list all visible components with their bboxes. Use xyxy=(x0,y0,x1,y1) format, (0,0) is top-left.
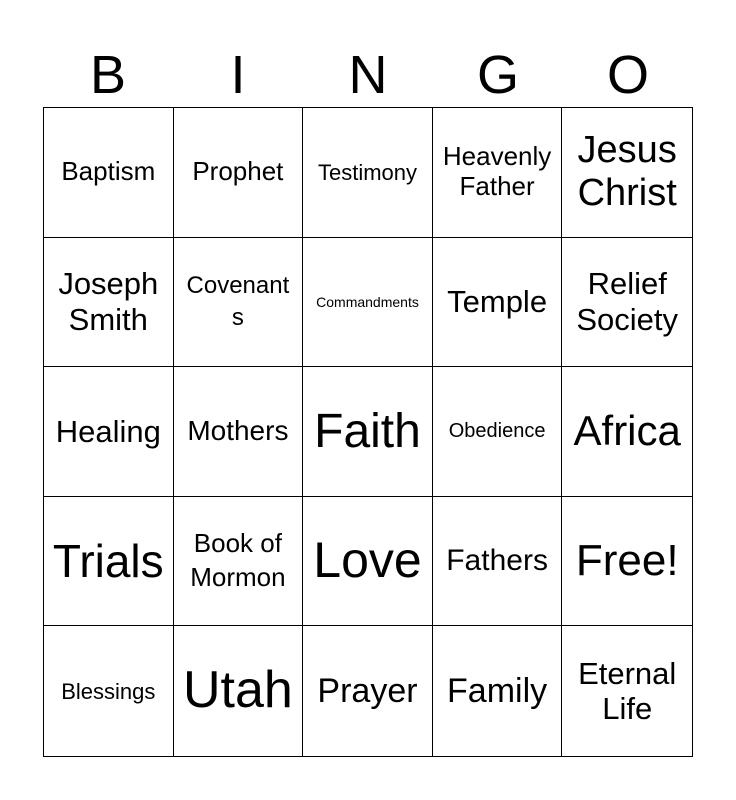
bingo-cell[interactable] xyxy=(303,626,433,756)
cell-label: Free! xyxy=(575,535,679,585)
bingo-cell[interactable] xyxy=(44,626,174,756)
bingo-header xyxy=(43,40,693,108)
cell-label: Faith xyxy=(314,404,421,458)
cell-label: Love xyxy=(313,532,422,589)
bingo-cell[interactable] xyxy=(44,497,174,627)
bingo-cell[interactable] xyxy=(562,497,692,627)
cell-label: Relief Society xyxy=(576,266,679,337)
bingo-cell[interactable] xyxy=(174,626,304,756)
bingo-cell[interactable] xyxy=(44,108,174,238)
bingo-cell[interactable] xyxy=(562,108,692,238)
cell-label: Utah xyxy=(182,661,293,720)
bingo-cell[interactable] xyxy=(174,238,304,368)
bingo-cell[interactable] xyxy=(44,238,174,368)
cell-label: Baptism xyxy=(61,156,156,187)
cell-label: Prophet xyxy=(192,156,284,187)
cell-label: Book of Mormon xyxy=(190,528,286,593)
header-letter-i: I xyxy=(230,45,246,105)
bingo-cell[interactable] xyxy=(174,497,304,627)
bingo-cell[interactable] xyxy=(433,367,563,497)
cell-label: Family xyxy=(447,671,548,710)
cell-label: Trials xyxy=(52,534,164,587)
cell-label: Obedience xyxy=(448,419,546,442)
cell-label: Covenants xyxy=(186,271,290,331)
bingo-cell[interactable] xyxy=(303,367,433,497)
bingo-cell[interactable] xyxy=(303,497,433,627)
cell-label: Temple xyxy=(447,284,548,320)
bingo-cell[interactable] xyxy=(562,238,692,368)
bingo-cell[interactable] xyxy=(174,367,304,497)
header-letter-o: O xyxy=(606,45,649,105)
bingo-cell[interactable] xyxy=(433,626,563,756)
bingo-cell[interactable] xyxy=(433,108,563,238)
header-letter-n: N xyxy=(348,45,388,105)
cell-label: Commandments xyxy=(316,293,419,310)
bingo-cell[interactable] xyxy=(433,497,563,627)
cell-label: Blessings xyxy=(61,678,156,704)
bingo-board xyxy=(43,107,693,757)
cell-label: Healing xyxy=(55,413,161,449)
bingo-cell[interactable] xyxy=(562,626,692,756)
cell-label: Prayer xyxy=(317,671,418,710)
cell-label: Joseph Smith xyxy=(58,266,159,337)
cell-label: Africa xyxy=(573,407,681,455)
header-letter-g: G xyxy=(476,45,519,105)
bingo-cell[interactable] xyxy=(303,108,433,238)
bingo-cell[interactable] xyxy=(44,367,174,497)
cell-label: Testimony xyxy=(317,159,418,185)
cell-label: Jesus Christ xyxy=(577,128,677,215)
cell-label: Fathers xyxy=(446,543,548,577)
bingo-cell[interactable] xyxy=(303,238,433,368)
bingo-cell[interactable] xyxy=(433,238,563,368)
cell-label: Eternal Life xyxy=(578,655,677,727)
cell-label: Heavenly Father xyxy=(442,141,552,202)
header-letter-b: B xyxy=(89,45,127,105)
bingo-cell[interactable] xyxy=(174,108,304,238)
bingo-cell[interactable] xyxy=(562,367,692,497)
cell-label: Mothers xyxy=(187,415,289,447)
